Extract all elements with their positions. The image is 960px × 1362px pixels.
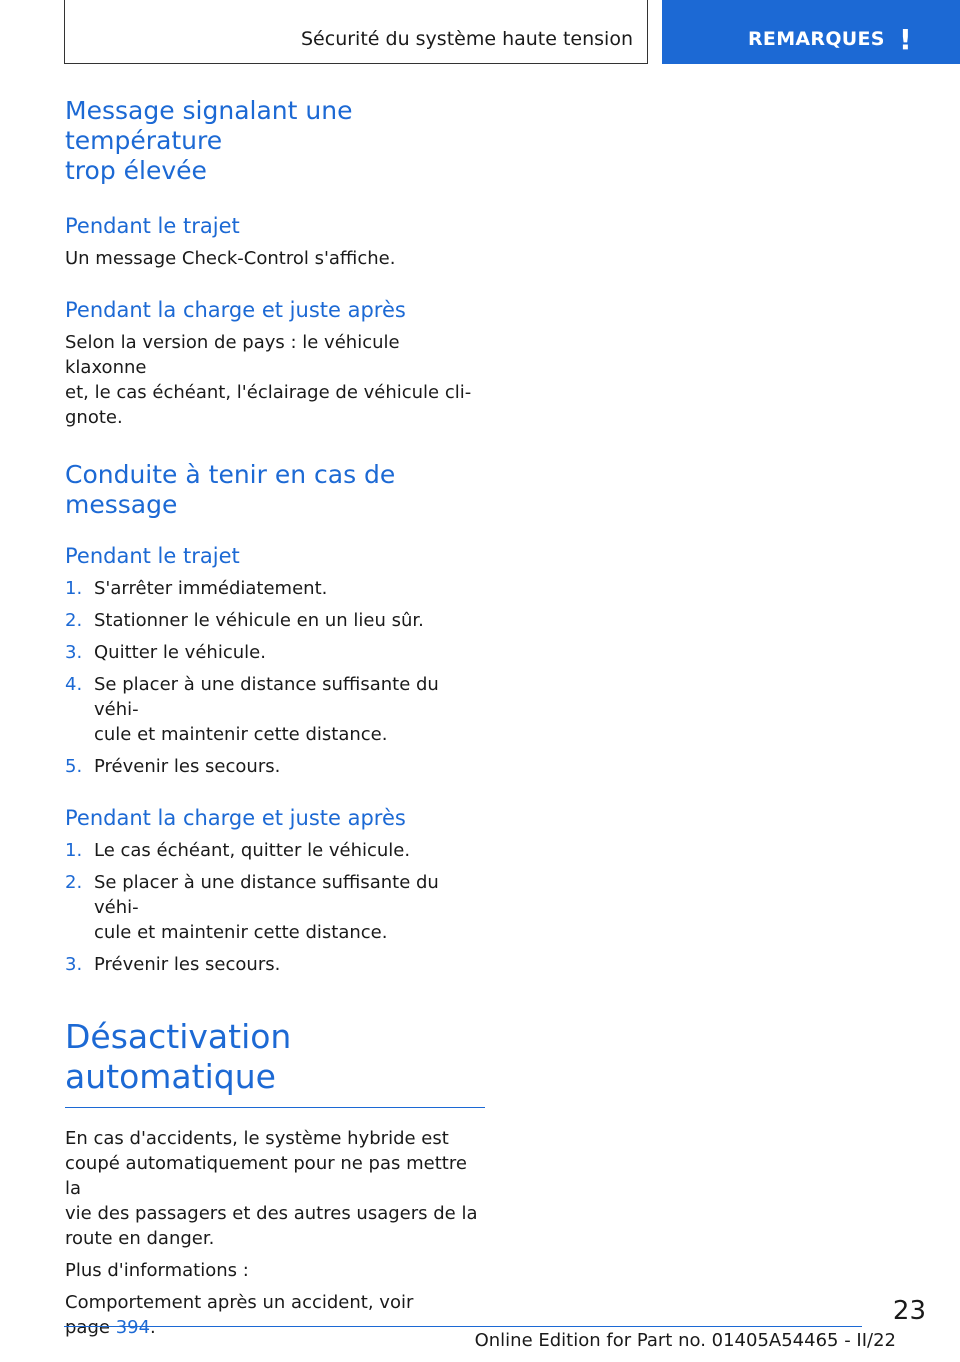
paragraph-check-control: Un message Check-Control s'affiche. <box>65 248 396 269</box>
section-title-desactivation: Désactivation automatique <box>65 1017 485 1108</box>
main-content <box>65 96 485 1340</box>
paragraph-plus-infos: Plus d'informations : <box>65 1260 249 1281</box>
chapter-title: Sécurité du système haute tension <box>301 28 633 50</box>
footer-divider <box>64 1326 862 1327</box>
list-item: 2. Stationner le véhicule en un lieu sûr. <box>65 610 424 631</box>
list-item: 3. Quitter le véhicule. <box>65 642 266 663</box>
subheading-trajet: Pendant le trajet <box>65 214 240 238</box>
list-item: 1. Le cas échéant, quitter le véhicule. <box>65 840 411 861</box>
list-item: 1. S'arrêter immédiatement. <box>65 578 328 599</box>
subheading-charge: Pendant la charge et juste après <box>65 298 406 322</box>
list-item: 2. Se placer à une distance suffisante du véhi- cule et maintenir cette distance. <box>65 872 439 943</box>
list-item: 4. Se placer à une distance suffisante du véhi- cule et maintenir cette distance. <box>65 674 439 745</box>
list-item: 3. Prévenir les secours. <box>65 954 281 975</box>
remarques-tab[interactable] <box>662 0 960 64</box>
footer-edition: Online Edition for Part no. 01405A54465 - II/22 <box>474 1330 896 1351</box>
section-title-temperature: Message signalant une température trop élevée <box>65 96 353 185</box>
page-link[interactable]: 394 <box>115 1317 151 1338</box>
list-item: 5. Prévenir les secours. <box>65 756 281 777</box>
paragraph-comportement: Comportement après un accident, voir page 394. <box>65 1292 414 1338</box>
steps-list-charge <box>65 838 485 977</box>
paragraph-accidents: En cas d'accidents, le système hybride est coupé automatiquement pour ne pas mettre la vie des passagers et des autres usagers de la route en danger. <box>65 1128 478 1249</box>
subheading-charge-2: Pendant la charge et juste après <box>65 806 406 830</box>
paragraph-klaxonne: Selon la version de pays : le véhicule klaxonne et, le cas échéant, l'éclairage de véhicule cli- gnote. <box>65 332 472 428</box>
subheading-trajet-2: Pendant le trajet <box>65 544 240 568</box>
steps-list-trajet <box>65 576 485 779</box>
tab-label: REMARQUES <box>748 28 885 50</box>
section-title-conduite: Conduite à tenir en cas de message <box>65 460 396 519</box>
page-number: 23 <box>892 1296 926 1326</box>
exclamation-icon: ! <box>899 23 912 56</box>
chapter-header <box>64 0 648 64</box>
